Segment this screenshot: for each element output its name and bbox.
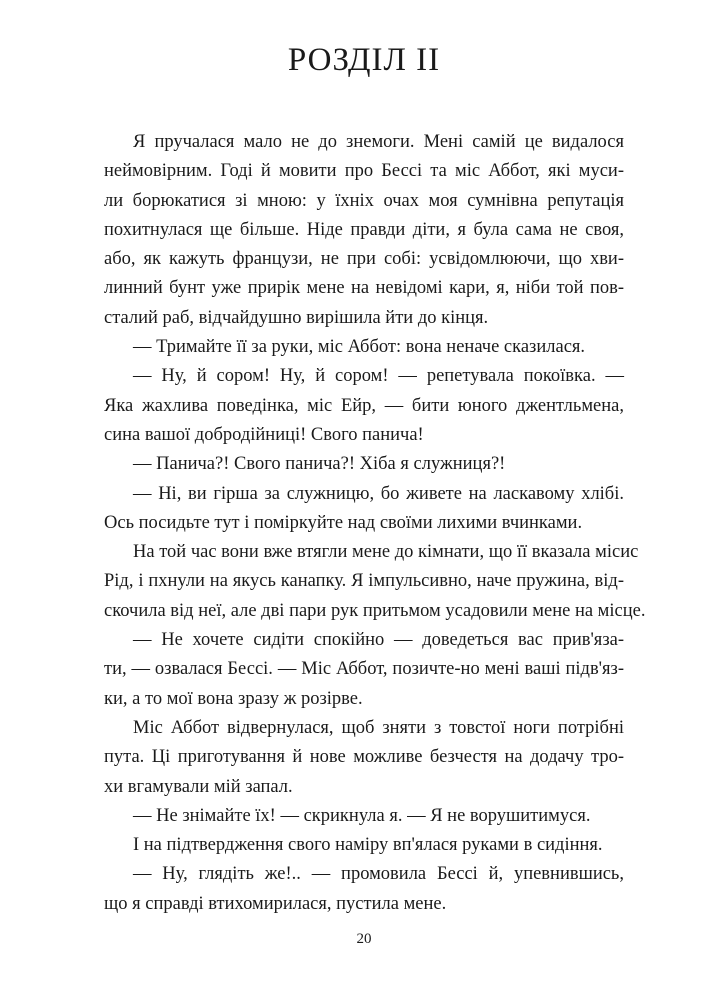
page-number: 20	[356, 931, 372, 947]
text-line: сталий раб, відчайдушно вирішила йти до кінця.	[104, 307, 489, 328]
paragraph	[104, 860, 624, 919]
text-line: хи вгамували мій запал.	[104, 776, 293, 797]
paragraph	[104, 362, 624, 450]
paragraph	[104, 480, 624, 539]
text-line: неймовірним. Годі й мовити про Бессі та міс Аббот, які муси-	[104, 161, 624, 182]
text-line: ли борюкатися зі мною: у їхніх очах моя сумнівна репутація	[104, 190, 624, 211]
text-line: або, як кажуть французи, не при собі: усвідомлюючи, що хви-	[104, 249, 624, 270]
paragraph	[104, 128, 624, 333]
text-line: Ось посидьте тут і поміркуйте над своїми лихими вчинками.	[104, 512, 583, 533]
text-line: — Ні, ви гірша за служницю, бо живете на ласкавому хлібі.	[133, 483, 624, 504]
text-line: Яка жахлива поведінка, міс Ейр, — бити юного джентльмена,	[104, 395, 624, 416]
paragraph	[104, 831, 624, 860]
text-line: — Ну, й сором! Ну, й сором! — репетувала покоївка. —	[133, 366, 624, 387]
body-text	[104, 128, 646, 919]
text-line: скочила від неї, але дві пари рук притьмом усадовили мене на місце.	[104, 600, 646, 621]
text-line: Я пручалася мало не до знемоги. Мені самій це видалося	[133, 132, 624, 152]
paragraph	[104, 538, 646, 626]
text-line: Міс Аббот відвернулася, щоб зняти з товстої ноги потрібні	[133, 717, 624, 738]
text-line: Рід, і пхнули на якусь канапку. Я імпульсивно, наче пружина, від-	[104, 571, 624, 592]
text-line: — Не хочете сидіти спокійно — доведеться вас прив'яза-	[133, 630, 624, 651]
text-line: — Тримайте її за руки, міс Аббот: вона неначе сказилася.	[133, 337, 586, 358]
text-line: — Ну, глядіть же!.. — промовила Бессі й, упевнившись,	[133, 864, 624, 885]
text-line: сина вашої добродійниці! Свого панича!	[104, 424, 424, 445]
text-line: похитнулася ще більше. Ніде правди діти, я була сама не своя,	[104, 219, 624, 240]
text-line: пута. Ці приготування й нове можливе безчестя на додачу тро-	[104, 747, 624, 768]
text-line: І на підтвердження свого наміру вп'ялася руками в сидіння.	[133, 835, 603, 856]
text-line: що я справді втихомирилася, пустила мене.	[104, 893, 447, 914]
text-line: ки, а то мої вона зразу ж розірве.	[104, 688, 363, 709]
paragraph	[104, 626, 624, 714]
text-line: ти, — озвалася Бессі. — Міс Аббот, позичте-но мені ваші підв'яз-	[104, 659, 624, 680]
text-line: На той час вони вже втягли мене до кімнати, що її вказала місис	[133, 542, 639, 563]
paragraph	[104, 450, 624, 479]
text-line: линний бунт уже прирік мене на невідомі кари, я, ніби той пов-	[104, 278, 624, 299]
paragraph	[104, 714, 624, 802]
text-line: — Не знімайте їх! — скрикнула я. — Я не ворушитимуся.	[133, 805, 591, 826]
chapter-title: РОЗДІЛ II	[287, 42, 441, 78]
paragraph	[104, 333, 624, 362]
text-line: — Панича?! Свого панича?! Хіба я служниця?!	[133, 454, 506, 475]
paragraph	[104, 802, 624, 831]
